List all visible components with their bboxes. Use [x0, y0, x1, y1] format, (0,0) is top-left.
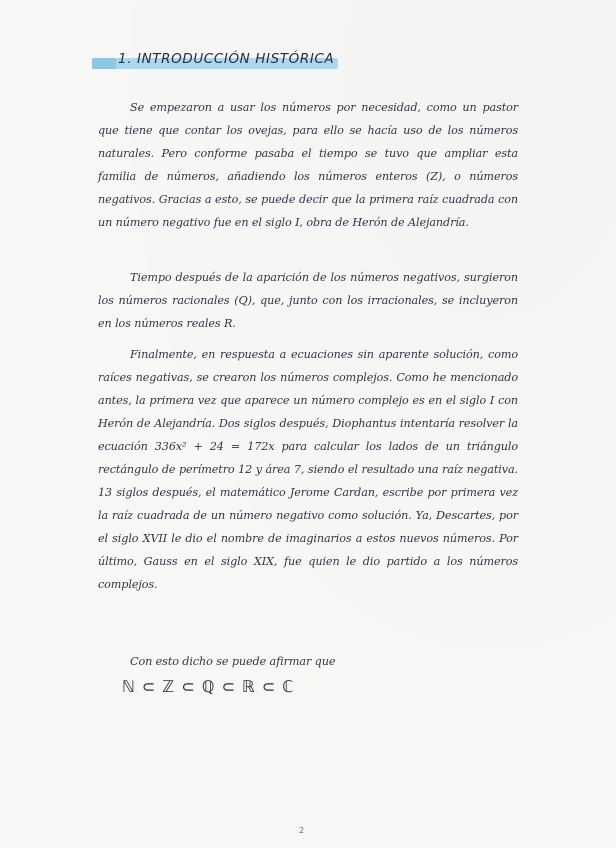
- section-title: INTRODUCCIÓN HISTÓRICA: [137, 51, 335, 67]
- paragraph-1: Se empezaron a usar los números por necesidad, como un pastor que tiene que contar los ovejas, para ello se hacía uso de los números naturales. Pero conforme pasaba el tiempo se tuvo que ampliar esta familia de números, añadiendo los números enteros (Z), o números negativos. Gracias a esto, se puede decir que la primera raíz cuadrada con un número negativo fue en el siglo I, obra de Herón de Alejandría.: [98, 101, 518, 229]
- paragraph-4: Con esto dicho se puede afirmar que: [130, 655, 336, 668]
- page-number: 2: [299, 826, 305, 835]
- paragraph-3: Finalmente, en respuesta a ecuaciones sin aparente solución, como raíces negativas, se crearon los números complejos. Como he mencionado antes, la primera vez que aparece un número complejo es en el siglo I con Herón de Alejandría. Dos siglos después, Diophantus intentaría resolver la ecuación 336x² + 24 = 172x para calcular los lados de un triángulo rectángulo de perímetro 12 y área 7, siendo el resultado una raíz negativa. 13 siglos después, el matemático Jerome Cardan, escribe por primera vez la raíz cuadrada de un número negativo como solución. Ya, Descartes, por el siglo XVII le dio el nombre de imaginarios a estos nuevos números. Por último, Gauss en el siglo XIX, fue quien le dio partido a los números complejos.: [98, 348, 518, 591]
- paragraph-2: Tiempo después de la aparición de los números negativos, surgieron los números racionales (Q), que, junto con los irracionales, se incluyeron en los números reales R.: [98, 271, 518, 330]
- heading-highlight-marker: [92, 58, 116, 69]
- number-sets-inclusion: ℕ ⊂ ℤ ⊂ ℚ ⊂ ℝ ⊂ ℂ: [122, 677, 295, 696]
- section-number: 1.: [118, 51, 133, 67]
- section-heading: [118, 51, 334, 67]
